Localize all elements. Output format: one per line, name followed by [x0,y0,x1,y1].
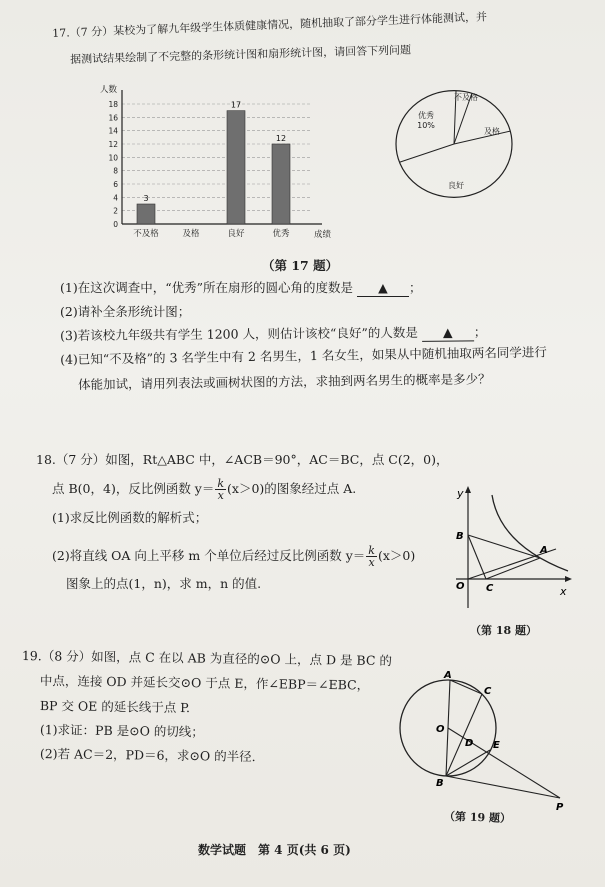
x-tick-label: 优秀 [272,229,290,239]
y-tick-label: 6 [113,180,118,189]
q18-line2 [52,478,356,501]
q17-sub3: (3)若该校九年级共有学生 1200 人，则估计该校“良好”的人数是 ▲ ； [60,324,487,343]
y-axis-label: 人数 [100,85,118,95]
bar-chart [92,85,352,242]
y-tick-label: 14 [108,126,118,136]
y-tick-label: 12 [108,140,118,149]
bar [227,111,245,224]
bar [137,204,155,224]
pie-slice-label: 及格 [484,127,500,136]
q17-caption: （第 17 题） [262,258,339,273]
fraction-k-over-x [215,478,226,501]
pie-slice-edge [454,131,510,144]
blank-mark: ▲ [378,280,388,295]
frac-den: x [217,489,224,502]
q19-line3: BP 交 OE 的延长线于点 P. [39,698,191,716]
bar-value-label: 3 [143,194,149,203]
label-P: P [556,802,564,813]
label-y: y [457,487,464,500]
q18-caption: （第 18 题） [470,624,537,637]
pie-slice-edge [399,144,454,162]
y-tick-label: 10 [108,153,118,163]
q17-line1: 17.（7 分）某校为了解九年级学生体质健康情况，随机抽取了部分学生进行体能测试，并 [52,10,488,40]
y-tick-label: 8 [113,166,118,176]
q18-sub2a: (2)将直线 OA 向上平移 m 个单位后经过反比例函数 y＝ [52,548,366,563]
label-D: D [465,738,474,749]
segment-BC [468,535,486,579]
frac-den: x [368,556,375,569]
frac-num: k [368,544,375,557]
x-tick-label: 及格 [182,229,200,239]
fraction-k-over-x [366,545,377,568]
label-O: O [436,724,445,735]
page-footer: 数学试题 第 4 页(共 6 页) [198,843,351,857]
q17-sub4a: (4)已知“不及格”的 3 名学生中有 2 名男生，1 名女生，如果从中随机抽取两名同学进行 [60,344,547,367]
q19-line2: 中点，连接 OD 并延长交⊙O 于点 E，作∠EBP＝∠EBC， [39,673,370,693]
answer-blank[interactable] [422,324,474,341]
pie-chart [374,82,534,212]
label-A: A [444,670,452,681]
answer-blank[interactable] [357,280,409,297]
y-tick-label: 16 [108,113,118,123]
blank-mark: ▲ [442,324,453,340]
q17-line2: 据测试结果绘制了不完整的条形统计图和扇形统计图，请回答下列问题 [70,43,412,66]
y-tick-label: 2 [113,206,118,216]
y-arrow [465,486,471,493]
x-axis-label: 成绩 [314,230,332,240]
hyperbola [492,495,568,571]
y-tick-label: 0 [113,220,118,229]
q17-sub1-text: (1)在这次调查中，“优秀”所在扇形的圆心角的度数是 [60,280,353,295]
frac-num: k [217,477,225,490]
q18-sub2c: 图象上的点(1，n)，求 m，n 的值. [66,576,262,591]
label-x: x [560,585,567,598]
label-B: B [456,531,464,542]
y-tick-label: 18 [108,100,118,109]
x-tick-label: 良好 [227,229,245,239]
pie-slice-label: 不及格 [454,93,478,102]
bar-value-label: 17 [230,100,242,110]
label-A: A [540,545,548,556]
q17-sub3-text: (3)若该校九年级共有学生 1200 人，则估计该校“良好”的人数是 [60,324,418,343]
bar-value-label: 12 [275,134,287,143]
q19-caption: （第 19 题） [443,809,512,826]
pie-slice-label: 良好 [448,181,464,190]
q19-line1: 19.（8 分）如图，点 C 在以 AB 为直径的⊙O 上，点 D 是 BC 的 [21,648,393,669]
y-tick-label: 4 [113,193,118,203]
segment-BA [468,535,540,558]
bar [272,144,290,224]
pie-slice-label: 10% [417,121,435,130]
q18-line2a: 点 B(0，4)，反比例函数 y＝ [52,481,215,496]
q18-line1: 18.（7 分）如图，Rt△ABC 中，∠ACB＝90°，AC＝BC，点 C(2，0)， [36,452,449,467]
label-E: E [493,740,500,751]
q19-sub1: (1)求证：PB 是⊙O 的切线； [39,722,204,740]
segment-CA [486,558,540,579]
q17-sub4b: 体能加试，请用列表法或画树状图的方法，求抽到两名男生的概率是多少？ [78,371,491,392]
q18-sub2 [52,545,415,568]
q18-sub1: (1)求反比例函数的解析式； [52,510,208,525]
label-B: B [436,778,444,789]
figure-19 [398,668,573,813]
x-tick-label: 不及格 [133,229,159,239]
pie-slice-label: 优秀 [418,111,434,120]
q18-line2b: (x＞0)的图象经过点 A. [227,481,357,496]
chord-AC [450,680,482,694]
label-C: C [486,583,494,594]
q19-sub2: (2)若 AC＝2，PD＝6，求⊙O 的半径. [39,746,256,765]
q18-sub2b: (x＞0) [377,548,416,563]
figure-18 [448,483,578,618]
label-C: C [484,686,492,697]
q17-sub1: (1)在这次调查中，“优秀”所在扇形的圆心角的度数是 ▲ ； [60,280,422,295]
x-arrow [565,576,572,582]
chord-BC [446,694,482,776]
label-O: O [456,581,465,592]
q17-sub2: (2)请补全条形统计图； [60,304,191,319]
